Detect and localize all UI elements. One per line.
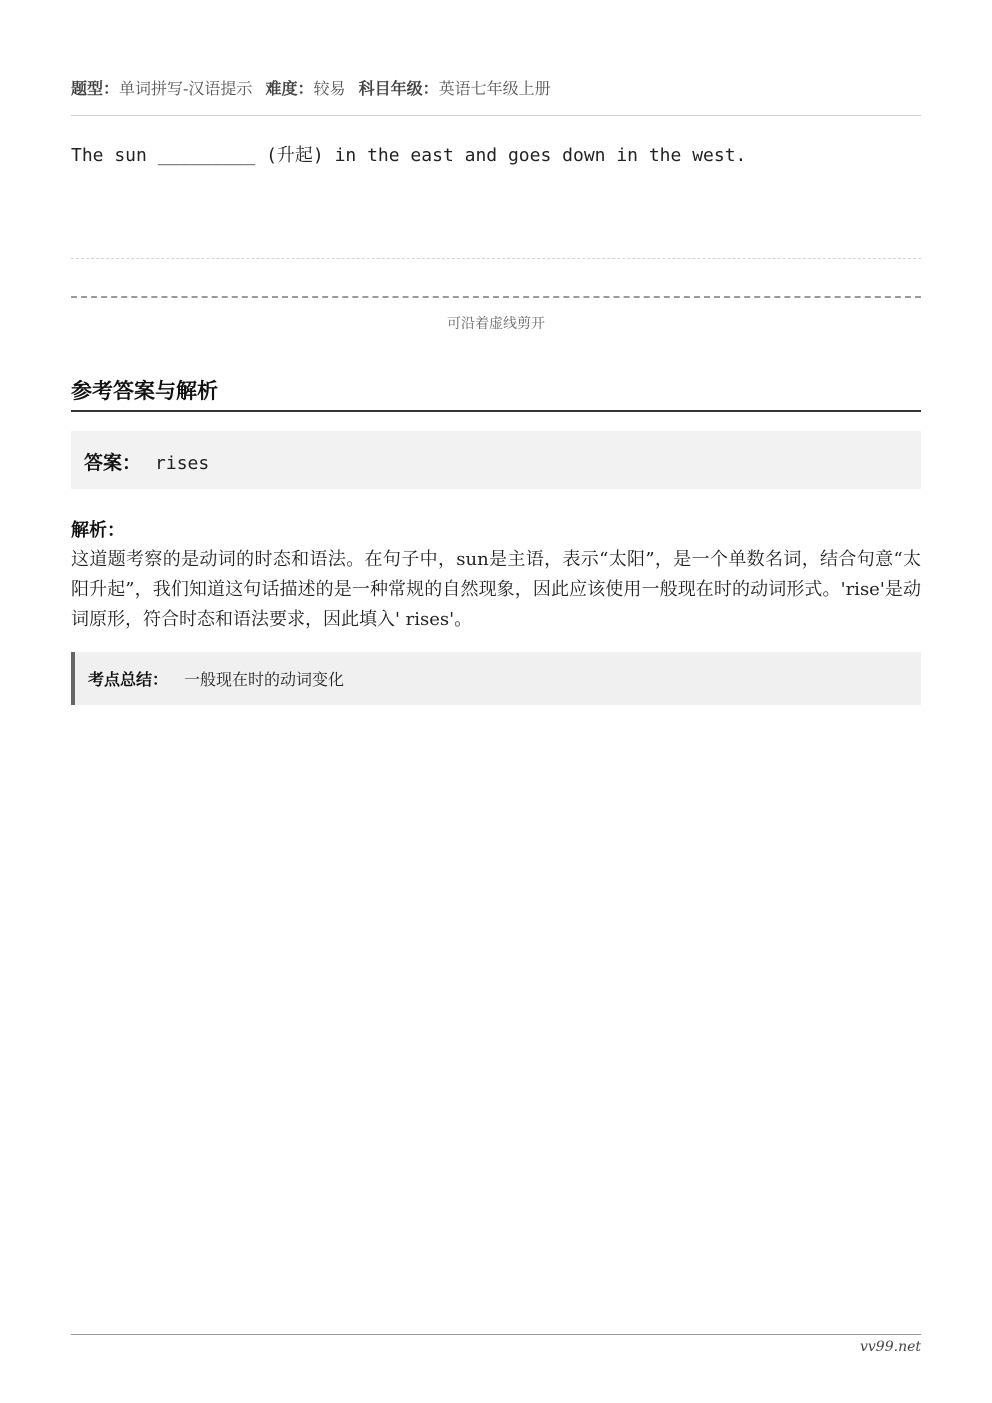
meta-type-key: 题型： (71, 79, 120, 98)
summary-value: 一般现在时的动词变化 (184, 670, 345, 689)
cut-line-light (71, 258, 921, 259)
answer-box (71, 431, 921, 489)
meta-subject (359, 79, 551, 98)
question-meta (71, 76, 921, 99)
answer-key: 答案： (84, 452, 142, 474)
question-text: The sun _________ (升起) in the east and goes down in the west. (71, 145, 747, 166)
section-divider (71, 410, 921, 412)
meta-subject-key: 科目年级： (358, 79, 439, 98)
cut-hint: 可沿着虚线剪开 (447, 316, 545, 332)
meta-divider (71, 115, 921, 116)
meta-type (71, 79, 252, 98)
meta-subject-value: 英语七年级上册 (438, 79, 551, 98)
analysis-text: 这道题考察的是动词的时态和语法。在句子中，sun是主语，表示“太阳”，是一个单数名词，结合句意“太阳升起”，我们知道这句话描述的是一种常规的自然现象，因此应该使用一般现在时的动词形式。'rise'是动词原形，符合时态和语法要求，因此填入' rises'。 (71, 549, 921, 630)
section-title: 参考答案与解析 (71, 378, 218, 403)
footer-brand: vv99.net (859, 1339, 921, 1355)
meta-difficulty-value: 较易 (313, 79, 346, 98)
summary-box (71, 652, 921, 705)
summary-key: 考点总结： (88, 670, 169, 689)
meta-difficulty-key: 难度： (265, 79, 314, 98)
meta-type-value: 单词拼写-汉语提示 (119, 79, 253, 98)
footer-divider (71, 1334, 921, 1335)
answer-value: rises (155, 453, 210, 474)
analysis-label: 解析： (71, 520, 125, 541)
meta-difficulty (266, 79, 346, 98)
cut-line (71, 296, 921, 298)
